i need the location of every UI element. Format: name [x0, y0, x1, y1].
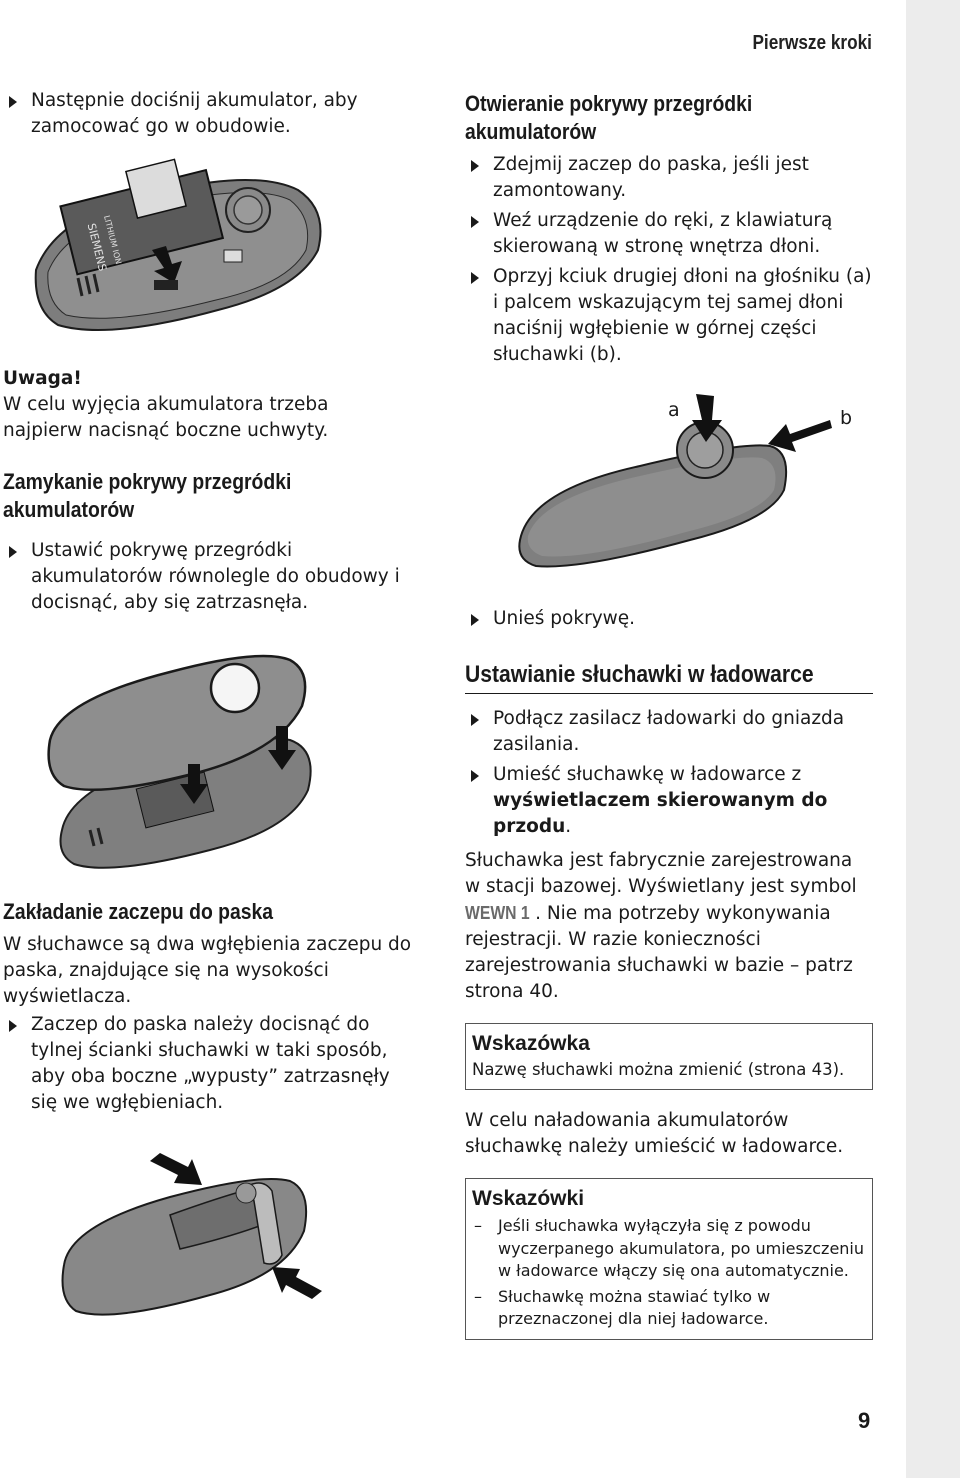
display-symbol: WEWN 1	[465, 902, 530, 923]
insert-battery-step	[3, 88, 413, 140]
registration-paragraph: Słuchawka jest fabrycznie zarejestrowana w stacji bazowej. Wyświetlany jest symbol WEWN 1 . Nie ma potrzeby wykonywania rejestracji. W razie konieczności zarejestrowania słuchawki w bazie – patrz strona 40.	[465, 850, 857, 1002]
hint-title: Wskazówka	[472, 1032, 590, 1055]
clip-section	[3, 898, 413, 1116]
charger-section	[465, 660, 873, 1340]
page-number: 9	[858, 1408, 871, 1433]
bullet-clip	[3, 1012, 413, 1116]
bullet-insert-battery	[3, 88, 413, 140]
bullet-arrow-icon	[9, 1020, 17, 1032]
bullet-text: Unieś pokrywę.	[493, 608, 636, 629]
bullet-arrow-icon	[471, 714, 479, 726]
press-side-arrow-icon	[768, 420, 832, 452]
bullet-opening-2	[465, 208, 873, 260]
bullet-bold-text: wyświetlaczem skierowanym do przodu	[493, 790, 828, 837]
note-text: W celu wyjęcia akumulatora trzeba najpierw nacisnąć boczne uchwyty.	[3, 394, 329, 441]
bullet-arrow-icon	[9, 96, 17, 108]
opening-heading: Otwieranie pokrywy przegródki akumulatorów	[465, 91, 753, 144]
push-arrow-icon	[272, 1267, 322, 1299]
cover-close-illustration	[40, 640, 320, 880]
push-arrow-icon	[150, 1153, 202, 1185]
bullet-arrow-icon	[9, 546, 17, 558]
bullet-opening-3	[465, 264, 873, 368]
charge-paragraph: W celu naładowania akumulatorów słuchawkę należy umieścić w ładowarce.	[465, 1110, 844, 1157]
hint-text: Nazwę słuchawki można zmienić (strona 43).	[472, 1060, 845, 1079]
hints-box	[465, 1178, 873, 1340]
page-side-strip	[906, 0, 960, 1478]
bullet-text: Weź urządzenie do ręki, z klawiaturą skierowaną w stronę wnętrza dłoni.	[493, 210, 833, 257]
bullet-charger-1	[465, 706, 873, 758]
hint-item: – Słuchawkę można stawiać tylko w przeznaczonej dla niej ładowarce.	[474, 1286, 771, 1328]
hints-title: Wskazówki	[472, 1187, 585, 1210]
bullet-arrow-icon	[471, 272, 479, 284]
bullet-text-end: .	[565, 816, 572, 837]
battery-type-label: LITHIUM ION	[102, 214, 123, 266]
bullet-text: Ustawić pokrywę przegródki akumulatorów równolegle do obudowy i docisnąć, aby się zatrzasnęła.	[31, 540, 400, 613]
clip-heading: Zakładanie zaczepu do paska	[3, 899, 274, 924]
bullet-text: Umieść słuchawkę w ładowarce z	[493, 764, 802, 785]
bullet-arrow-icon	[471, 614, 479, 626]
bullet-text: Oprzyj kciuk drugiej dłoni na głośniku (a) i palcem wskazującym tej samej dłoni naciśnij wgłębienie w górnej części słuchawki (b).	[493, 266, 872, 365]
dash-bullet: –	[474, 1286, 482, 1306]
hint-box	[465, 1023, 873, 1090]
battery-insert-illustration	[28, 150, 328, 350]
bullet-text: Podłącz zasilacz ładowarki do gniazda zasilania.	[493, 708, 845, 755]
bullet-lift	[465, 606, 873, 632]
charger-heading: Ustawianie słuchawki w ładowarce	[465, 661, 814, 688]
note-title: Uwaga!	[3, 368, 82, 389]
battery-brand-label: SIEMENS	[84, 221, 110, 273]
belt-clip-illustration	[50, 1145, 340, 1335]
speaker-label-a: a	[668, 399, 680, 421]
bullet-arrow-icon	[471, 160, 479, 172]
bullet-text: Zdejmij zaczep do paska, jeśli jest zamontowany.	[493, 154, 809, 201]
lift-step	[465, 606, 873, 632]
clip-intro: W słuchawce są dwa wgłębienia zaczepu do paska, znajdujące się na wysokości wyświetlacza.	[3, 934, 412, 1007]
bullet-text: Zaczep do paska należy docisnąć do tylnej ścianki słuchawki w taki sposób, aby oba boczne „wypusty” zatrzasnęły się we wgłębieniach.	[31, 1014, 390, 1113]
bullet-charger-2	[465, 762, 873, 840]
heading-rule	[465, 693, 873, 694]
bullet-closing	[3, 538, 413, 616]
bullet-arrow-icon	[471, 770, 479, 782]
hint-item: – Jeśli słuchawka wyłączyła się z powodu wyczerpanego akumulatora, po umieszczeniu w ładowarce włączy się ona automatycznie.	[474, 1216, 865, 1280]
opening-section	[465, 90, 873, 368]
bullet-opening-1	[465, 152, 873, 204]
note-section	[3, 366, 413, 444]
closing-section	[3, 468, 413, 616]
cover-open-illustration	[500, 390, 880, 590]
notch-label-b: b	[840, 407, 853, 429]
closing-heading: Zamykanie pokrywy przegródki akumulatorów	[3, 469, 292, 522]
bullet-text: Następnie dociśnij akumulator, aby zamocować go w obudowie.	[31, 90, 358, 137]
bullet-arrow-icon	[471, 216, 479, 228]
section-header: Pierwsze kroki	[752, 32, 872, 54]
dash-bullet: –	[474, 1216, 482, 1235]
